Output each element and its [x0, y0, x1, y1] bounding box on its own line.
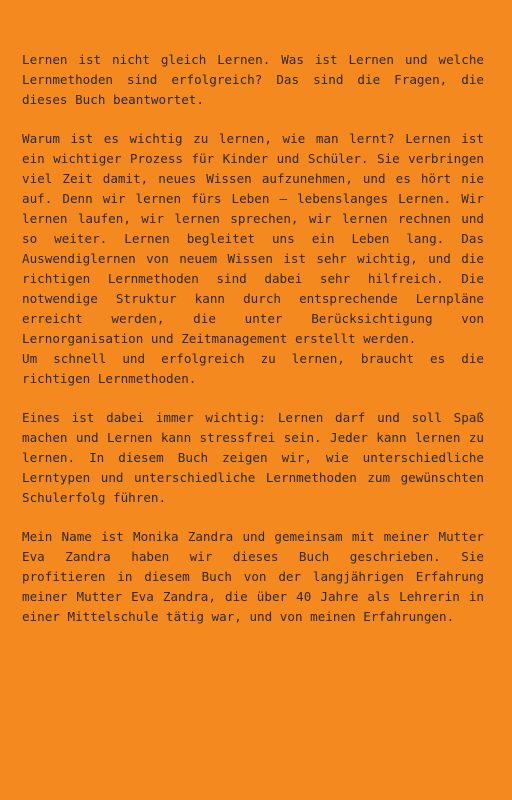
paragraph-fun: Eines ist dabei immer wichtig: Lernen darf und soll Spaß machen und Lernen kann stressfrei sein. Jeder kann lernen zu lernen. In diesem Buch zeigen wir, wie unterschiedliche Lerntypen und unterschiedliche Lernmethoden zum gewünschten Schulerfolg führen.: [22, 410, 484, 505]
paragraph-methods: Um schnell und erfolgreich zu lernen, braucht es die richtigen Lernmethoden.: [22, 351, 484, 386]
paragraph-authors: Mein Name ist Monika Zandra und gemeinsam mit meiner Mutter Eva Zandra haben wir dieses Buch geschrieben. Sie profitieren in diesem Buch von der langjährigen Erfahrung meiner Mutter Eva Zandra, die über 40 Jahre als Lehrerin in einer Mittelschule tätig war, und von meinen Erfahrungen.: [22, 529, 484, 624]
paragraph-intro: Lernen ist nicht gleich Lernen. Was ist Lernen und welche Lernmethoden sind erfolgreich? Das sind die Fragen, die dieses Buch beantwortet.: [22, 52, 484, 107]
paragraph-why-learn: Warum ist es wichtig zu lernen, wie man lernt? Lernen ist ein wichtiger Prozess für Kinder und Schüler. Sie verbringen viel Zeit damit, neues Wissen aufzunehmen, und es hört nie auf. Denn wir lernen fürs Leben – lebenslanges Lernen. Wir lernen laufen, wir lernen sprechen, wir lernen rechnen und so weiter. Lernen begleitet uns ein Leben lang. Das Auswendiglernen von neuem Wissen ist sehr wichtig, und die richtigen Lernmethoden sind dabei sehr hilfreich. Die notwendige Struktur kann durch entsprechende Lernpläne erreicht werden, die unter Berücksichtigung von Lernorganisation und Zeitmanagement erstellt werden.: [22, 131, 484, 346]
